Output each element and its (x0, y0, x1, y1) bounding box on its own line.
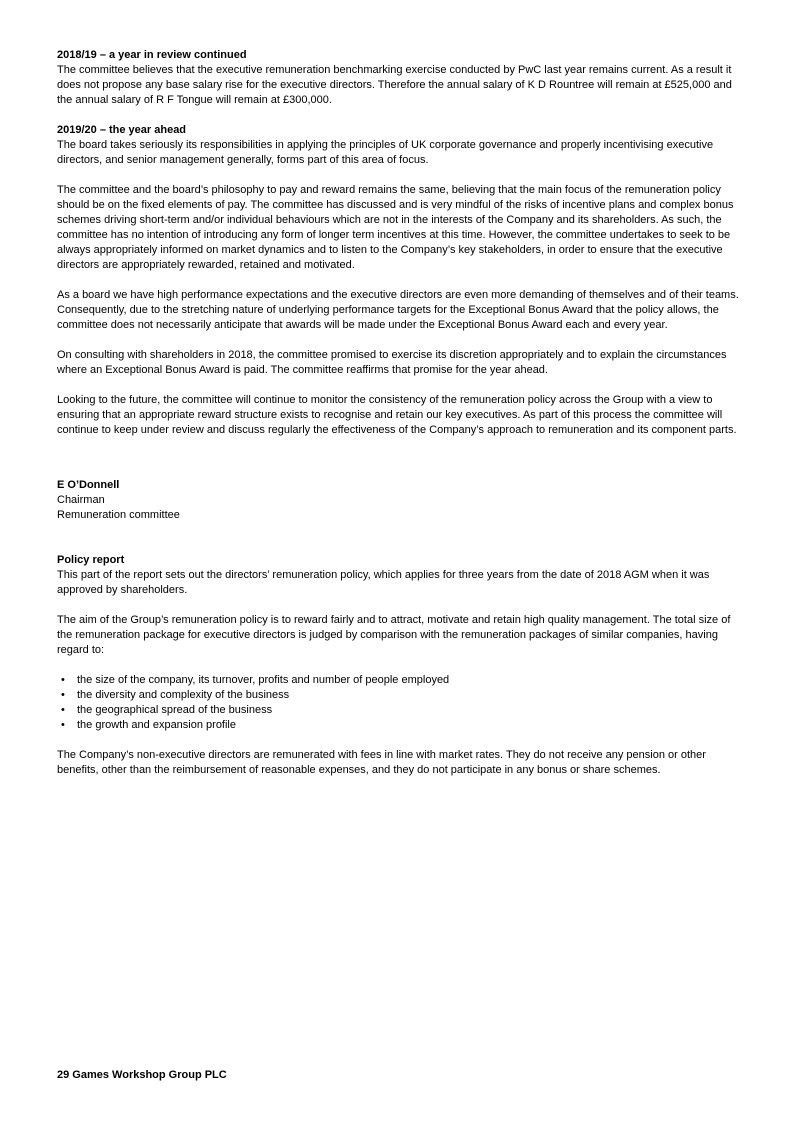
bullet-text: the geographical spread of the business (77, 704, 273, 716)
signature-block (57, 478, 741, 523)
paragraph-benchmarking: The committee believes that the executive remuneration benchmarking exercise conducted by PwC last year remains current. As a result it does not propose any base salary rise for the executive directors. Therefore the annual salary of K D Rountree will remain at £525,000 and the annual salary of R F Tongue will remain at £300,000. (57, 64, 732, 106)
policy-bullet-list (57, 673, 741, 733)
paragraph-board-responsibilities: The board takes seriously its responsibilities in applying the principles of UK corporate governance and properly incentivising executive directors, and senior management generally, forms part of this area of focus. (57, 139, 714, 166)
signature-name: E O’Donnell (57, 479, 120, 491)
bullet-item-diversity (57, 688, 741, 703)
paragraph-shareholder-consultation: On consulting with shareholders in 2018, the committee promised to exercise its discretion appropriately and to explain the circumstances where an Exceptional Bonus Award is paid. The committee reaffirms that promise for the year ahead. (57, 349, 727, 376)
signature-committee: Remuneration committee (57, 509, 180, 521)
paragraph-philosophy: The committee and the board’s philosophy to pay and reward remains the same, believing that the main focus of the remuneration policy should be on the fixed elements of pay. The committee has discussed and is very mindful of the risks of incentive plans and complex bonus schemes driving short-term and/or individual behaviours which are not in the interests of the Company and its shareholders. As such, the committee has no intention of introducing any form of longer term incentives at this time. However, the committee undertakes to seek to be always appropriately informed on market dynamics and to listen to the Company’s key stakeholders, in order to ensure that the executive directors are appropriately rewarded, retained and motivated. (57, 184, 734, 271)
page-footer: 29 Games Workshop Group PLC (57, 1069, 227, 1081)
bullet-text: the diversity and complexity of the business (77, 689, 290, 701)
heading-2019-20-ahead: 2019/20 – the year ahead (57, 124, 187, 136)
bullet-item-geographical (57, 703, 741, 718)
paragraph-future-outlook: Looking to the future, the committee will continue to monitor the consistency of the remuneration policy across the Group with a view to ensuring that an appropriate reward structure exists to recognise and retain our key executives. As part of this process the committee will continue to keep under review and discuss regularly the effectiveness of the Company’s approach to remuneration and its component parts. (57, 394, 737, 436)
bullet-marker: • (61, 719, 65, 731)
heading-policy-report: Policy report (57, 554, 125, 566)
paragraph-non-executive: The Company’s non-executive directors are remunerated with fees in line with market rates. They do not receive any pension or other benefits, other than the reimbursement of reasonable expenses, and they do not participate in any bonus or share schemes. (57, 749, 706, 776)
bullet-text: the size of the company, its turnover, profits and number of people employed (77, 674, 450, 686)
bullet-marker: • (61, 674, 65, 686)
paragraph-performance-expectations: As a board we have high performance expectations and the executive directors are even more demanding of themselves and of their teams. Consequently, due to the stretching nature of underlying performance targets for the Exceptional Bonus Award that the policy allows, the committee does not necessarily anticipate that awards will be made under the Exceptional Bonus Award each and every year. (57, 289, 739, 331)
signature-role: Chairman (57, 494, 105, 506)
heading-2018-19-review: 2018/19 – a year in review continued (57, 49, 247, 61)
bullet-marker: • (61, 704, 65, 716)
paragraph-policy-intro: This part of the report sets out the directors’ remuneration policy, which applies for three years from the date of 2018 AGM when it was approved by shareholders. (57, 569, 710, 596)
paragraph-policy-aim: The aim of the Group’s remuneration policy is to reward fairly and to attract, motivate and retain high quality management. The total size of the remuneration package for executive directors is judged by comparison with the remuneration packages of similar companies, having regard to: (57, 614, 731, 656)
bullet-item-growth (57, 718, 741, 733)
bullet-text: the growth and expansion profile (77, 719, 236, 731)
bullet-item-company-size (57, 673, 741, 688)
bullet-marker: • (61, 689, 65, 701)
